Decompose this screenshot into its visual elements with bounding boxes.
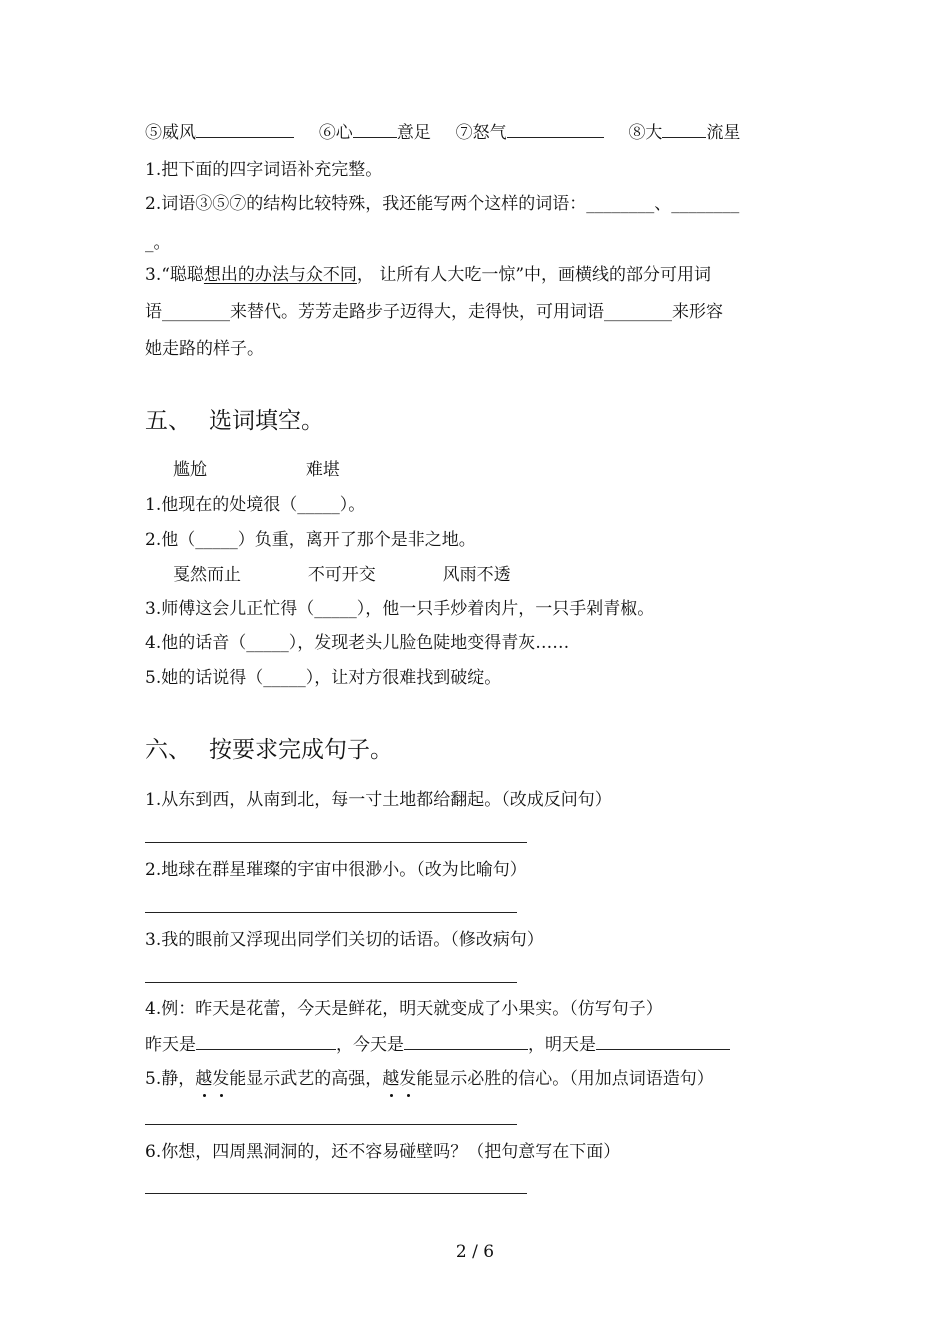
idiom-7: ⑦怒气 bbox=[455, 123, 507, 143]
s5-question-3: 3.师傅这会儿正忙得（_____），他一只手炒着肉片，一只手剁青椒。 bbox=[145, 599, 655, 619]
q5-text-b: 能显示武艺的高强， bbox=[229, 1069, 383, 1089]
option-word: 风雨不透 bbox=[442, 565, 511, 585]
s6-question-1: 1.从东到西，从南到北，每一寸土地都给翻起。（改成反问句） bbox=[145, 790, 612, 810]
s5-question-2: 2.他（_____）负重，离开了那个是非之地。 bbox=[145, 530, 476, 550]
imitation-blank-1[interactable] bbox=[196, 1033, 336, 1050]
s6-question-4-imitation bbox=[145, 1033, 730, 1057]
answer-line-3[interactable] bbox=[145, 982, 517, 983]
option-word: 尴尬 bbox=[173, 460, 207, 480]
s6-question-3: 3.我的眼前又浮现出同学们关切的话语。（修改病句） bbox=[145, 930, 544, 950]
s4-question-3-line3: 她走路的样子。 bbox=[145, 339, 264, 359]
idiom-5: ⑤威风 bbox=[145, 123, 196, 143]
section-6-number: 六、 bbox=[145, 737, 191, 763]
idiom-fill-row bbox=[145, 121, 740, 145]
section-6-heading bbox=[145, 735, 393, 765]
answer-line-2[interactable] bbox=[145, 912, 517, 913]
imitation-part-2: ，今天是 bbox=[336, 1035, 404, 1055]
idiom-6-tail: 意足 bbox=[396, 123, 431, 143]
section-5-number: 五、 bbox=[145, 408, 191, 434]
s6-question-2: 2.地球在群星璀璨的宇宙中很渺小。（改为比喻句） bbox=[145, 860, 527, 880]
q5-text-c: 能显示必胜的信心。（用加点词语造句） bbox=[416, 1069, 714, 1089]
word-options-a bbox=[173, 458, 340, 482]
idiom-8-tail: 流星 bbox=[706, 123, 741, 143]
s4-question-3-line2: 语________来替代。芳芳走路步子迈得大，走得快，可用词语________来形容 bbox=[145, 302, 723, 322]
imitation-blank-2[interactable] bbox=[404, 1033, 528, 1050]
imitation-part-1: 昨天是 bbox=[145, 1035, 196, 1055]
idiom-8-blank[interactable] bbox=[662, 121, 706, 138]
option-word: 戛然而止 bbox=[173, 565, 241, 585]
answer-line-5[interactable] bbox=[145, 1124, 517, 1125]
option-word: 不可开交 bbox=[307, 565, 376, 585]
s4-question-3 bbox=[145, 263, 711, 287]
answer-line-1[interactable] bbox=[145, 842, 527, 843]
s6-question-6: 6.你想，四周黑洞洞的，还不容易碰壁吗？（把句意写在下面） bbox=[145, 1142, 621, 1162]
idiom-6-head: ⑥心 bbox=[318, 123, 353, 143]
idiom-8-head: ⑧大 bbox=[628, 123, 663, 143]
section-6-title: 按要求完成句子。 bbox=[209, 737, 393, 763]
idiom-5-blank[interactable] bbox=[196, 121, 294, 138]
option-word: 难堪 bbox=[305, 460, 340, 480]
section-5-heading bbox=[145, 406, 324, 436]
dotted-char: 发 bbox=[212, 1069, 230, 1089]
s4-question-1: 1.把下面的四字词语补充完整。 bbox=[145, 160, 383, 180]
s6-question-5 bbox=[145, 1067, 714, 1091]
dotted-char: 越 bbox=[195, 1069, 213, 1089]
answer-line-6[interactable] bbox=[145, 1193, 527, 1194]
s4-question-2: 2.词语③⑤⑦的结构比较特殊，我还能写两个这样的词语：________、________ bbox=[145, 194, 740, 214]
word-options-b bbox=[173, 563, 511, 587]
s5-question-4: 4.他的话音（_____），发现老头儿脸色陡地变得青灰…… bbox=[145, 633, 570, 653]
page-number: 2 / 6 bbox=[455, 1242, 495, 1262]
s6-question-4: 4.例：昨天是花蕾，今天是鲜花，明天就变成了小果实。（仿写句子） bbox=[145, 999, 663, 1019]
s5-question-5: 5.她的话说得（_____），让对方很难找到破绽。 bbox=[145, 668, 502, 688]
s4-question-2-cont: _。 bbox=[145, 233, 171, 253]
section-5-title: 选词填空。 bbox=[209, 408, 324, 434]
q3-underlined-phrase: 想出的办法与众不同 bbox=[203, 265, 357, 285]
dotted-char: 发 bbox=[399, 1069, 417, 1089]
imitation-part-3: ，明天是 bbox=[528, 1035, 596, 1055]
imitation-blank-3[interactable] bbox=[596, 1033, 730, 1050]
idiom-6-blank[interactable] bbox=[353, 121, 397, 138]
dotted-char: 越 bbox=[382, 1069, 400, 1089]
q3-suffix: ， 让所有人大吃一惊”中，画横线的部分可用词 bbox=[356, 265, 712, 285]
s5-question-1: 1.他现在的处境很（_____）。 bbox=[145, 495, 366, 515]
q5-text-a: 5.静， bbox=[145, 1069, 196, 1089]
q3-prefix: 3.“聪聪 bbox=[145, 265, 204, 285]
idiom-7-blank[interactable] bbox=[507, 121, 604, 138]
